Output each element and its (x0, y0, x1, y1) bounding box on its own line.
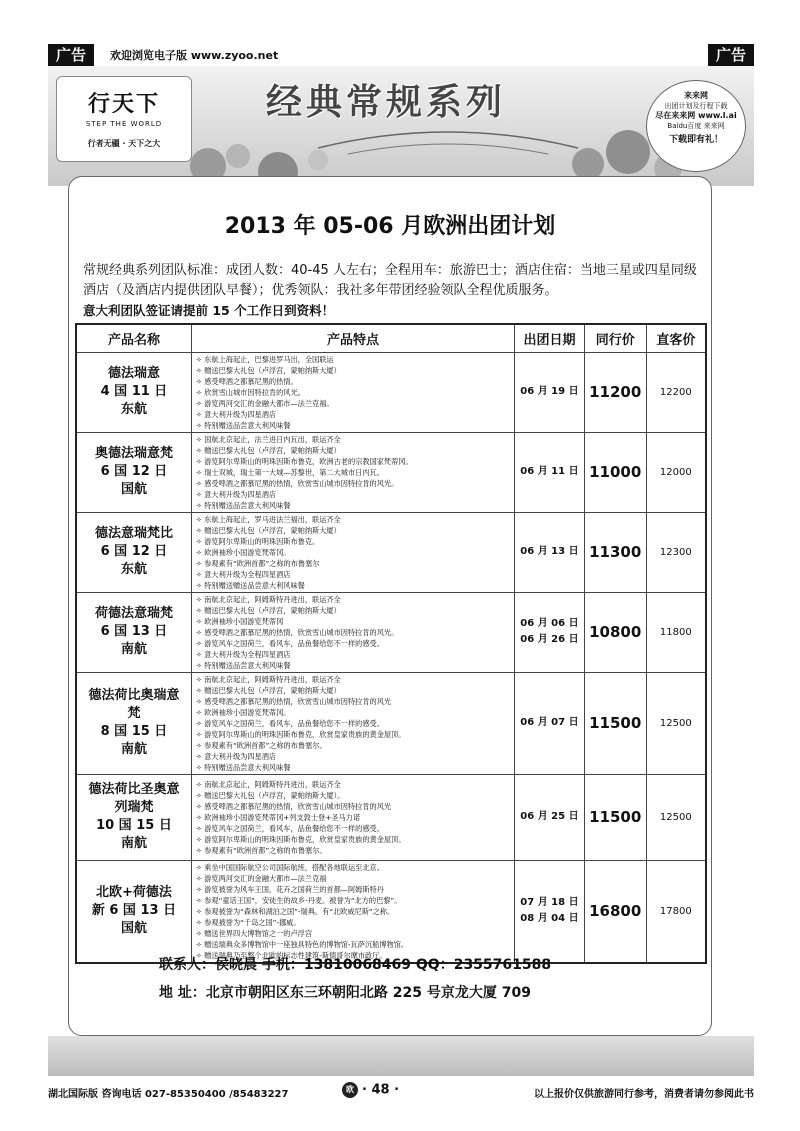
product-features (191, 774, 514, 860)
product-name-line: 德法荷比圣奥意 (88, 782, 180, 797)
product-name-line: 东航 (120, 402, 147, 417)
feature-item (196, 580, 510, 591)
feature-text: 参观“童话王国”，安徒生的故乡-丹麦。被誉为“北方的巴黎”。 (204, 895, 402, 905)
feature-text: 参观被誉为“千岛之国”-挪威。 (204, 917, 301, 927)
sparkle-bullet-icon: ✧ (195, 547, 205, 557)
peer-price: 16800 (584, 860, 646, 963)
feature-item (196, 547, 510, 558)
series-title: 经典常规系列 (266, 81, 507, 123)
feature-item (196, 627, 510, 638)
departure-date: 06 月 25 日 (520, 811, 579, 822)
product-name-line: 南航 (120, 742, 147, 757)
plan-intro: 常规经典系列团队标准：成团人数：40-45 人左右；全程用车：旅游巴士；酒店住宿：当地三星或四星同级酒店（及酒店内提供团队早餐）；优秀领队：我社多年带团经验领队全程优质服务。 (83, 263, 697, 298)
feature-text: 意大利升级为四星酒店 (204, 751, 277, 761)
sparkle-bullet-icon: ✧ (195, 873, 205, 883)
sparkle-bullet-icon: ✧ (195, 884, 205, 894)
sparkle-bullet-icon: ✧ (195, 376, 205, 386)
product-name-line: 国航 (120, 921, 147, 936)
peer-price: 11000 (584, 432, 646, 512)
product-name-line: 4 国 11 日 (100, 384, 168, 399)
direct-price: 12500 (646, 774, 706, 860)
sparkle-bullet-icon: ✧ (195, 536, 205, 546)
contact-block (159, 951, 551, 1007)
departure-date: 07 月 18 日 (520, 897, 579, 908)
sparkle-bullet-icon: ✧ (195, 627, 205, 637)
feature-item (196, 376, 510, 387)
product-name (76, 860, 191, 963)
departure-date: 06 月 19 日 (520, 386, 579, 397)
feature-item (196, 387, 510, 398)
sparkle-bullet-icon: ✧ (195, 616, 205, 626)
sparkle-bullet-icon: ✧ (195, 500, 205, 510)
footer-disclaimer: 以上报价仅供旅游同行参考，消费者请勿参阅此书 (534, 1089, 754, 1100)
visa-note: 意大利团队签证请提前 15 个工作日到资料！ (83, 303, 335, 318)
product-name-line: 新 6 国 13 日 (91, 903, 177, 918)
feature-item (196, 873, 510, 884)
feature-text: 东航上海起止，罗马进法兰福出，联运齐全 (204, 514, 341, 524)
feature-text: 游览两河交汇的金融大都市—法兰克福 (204, 873, 327, 883)
bottom-scenery (48, 1036, 754, 1076)
product-name-line: 梵 (127, 706, 141, 721)
page-number (342, 1082, 399, 1098)
direct-price: 17800 (646, 860, 706, 963)
peer-price: 11500 (584, 774, 646, 860)
product-name-line: 德法意瑞梵比 (94, 526, 173, 541)
footer-hotline: 湖北国际版 咨询电话 027-85350400 /85483227 (48, 1089, 289, 1100)
logo-sub-text: STEP THE WORLD (85, 120, 163, 128)
feature-item (196, 917, 510, 928)
departure-date: 06 月 13 日 (520, 546, 579, 557)
feature-text: 乘坐中国国际航空公司国际航班，搭配各地联运至北京。 (204, 862, 384, 872)
feature-item (196, 696, 510, 707)
product-features (191, 672, 514, 774)
bubble-line5: 下载即有礼！ (668, 135, 723, 145)
header-features: 产品特点 (191, 324, 514, 352)
feature-item (196, 638, 510, 649)
feature-item (196, 605, 510, 616)
sparkle-bullet-icon: ✧ (195, 812, 205, 822)
feature-item (196, 489, 510, 500)
direct-price: 11800 (646, 592, 706, 672)
plan-panel (68, 176, 712, 1036)
feature-text: 感受啤酒之都慕尼黑的热情，欣赏雪山城市因特拉肯的风光。 (204, 627, 399, 637)
feature-item (196, 812, 510, 823)
feature-text: 感受啤酒之都慕尼黑的热情，欣赏雪山城市因特拉肯的风光 (204, 696, 392, 706)
product-name (76, 672, 191, 774)
product-name-line: 荷德法意瑞梵 (94, 606, 173, 621)
feature-text: 参观被誉为“森林和湖泊之国”-瑞典。有“北欧威尼斯”之称。 (204, 906, 395, 916)
logo-main-text: 行天下 (87, 91, 160, 117)
header-direct-price: 直客价 (646, 324, 706, 352)
sparkle-bullet-icon: ✧ (195, 917, 205, 927)
feature-item (196, 420, 510, 431)
feature-item (196, 884, 510, 895)
sparkle-bullet-icon: ✧ (195, 906, 205, 916)
product-name-line: 德法瑞意 (107, 366, 160, 381)
feature-text: 特别赠送品尝意大利风味餐 (204, 762, 291, 772)
direct-price: 12300 (646, 512, 706, 592)
sparkle-bullet-icon: ✧ (195, 445, 205, 455)
sparkle-bullet-icon: ✧ (195, 834, 205, 844)
feature-text: 游览风车之国荷兰，看风车，品鱼餐给您不一样的感受。 (204, 638, 384, 648)
sparkle-bullet-icon: ✧ (195, 434, 205, 444)
product-features (191, 352, 514, 432)
feature-item (196, 660, 510, 671)
feature-text: 意大利升级为全程四星酒店 (204, 649, 291, 659)
product-name (76, 774, 191, 860)
feature-text: 游览风车之国荷兰，看风车，品鱼餐给您不一样的感受。 (204, 718, 384, 728)
feature-text: 欣赏雪山城市因特拉肯的风光。 (204, 387, 305, 397)
product-name-line: 德法荷比奥瑞意 (88, 688, 180, 703)
contact-address: 地 址：北京市朝阳区东三环朝阳北路 225 号京龙大厦 709 (159, 985, 531, 1001)
feature-text: 赠送巴黎大礼包（卢浮宫，蒙帕纳斯大厦） (204, 365, 341, 375)
departure-date: 06 月 06 日 (520, 618, 579, 629)
sparkle-bullet-icon: ✧ (195, 514, 205, 524)
sparkle-bullet-icon: ✧ (195, 928, 205, 938)
sparkle-bullet-icon: ✧ (195, 580, 205, 590)
feature-item (196, 895, 510, 906)
feature-item (196, 707, 510, 718)
sparkle-bullet-icon: ✧ (195, 354, 205, 364)
plan-title: 2013 年 05-06 月欧洲出团计划 (224, 214, 556, 239)
feature-text: 游览阿尔卑斯山的明珠因斯布鲁克，欣赏皇家贵族的黄金屋顶。 (204, 729, 406, 739)
header-peer-price: 同行价 (584, 324, 646, 352)
product-name-line: 8 国 15 日 (100, 724, 168, 739)
brand-logo (56, 76, 192, 162)
feature-text: 游览阿尔卑斯山的明珠因斯布鲁克，欣赏皇家贵族的黄金屋顶。 (204, 834, 406, 844)
sparkle-bullet-icon: ✧ (195, 707, 205, 717)
sparkle-bullet-icon: ✧ (195, 790, 205, 800)
sparkle-bullet-icon: ✧ (195, 467, 205, 477)
feature-item (196, 790, 510, 801)
product-name (76, 512, 191, 592)
feature-text: 赠送巴黎大礼包（卢浮宫，蒙帕纳斯大厦） (204, 685, 341, 695)
feature-text: 赠送巴黎大礼包（卢浮宫，蒙帕纳斯大厦） (204, 605, 341, 615)
feature-item (196, 445, 510, 456)
product-features (191, 592, 514, 672)
feature-item (196, 906, 510, 917)
sparkle-bullet-icon: ✧ (195, 409, 205, 419)
table-row (76, 512, 706, 592)
bubble-line2: 出团计划及行程下载 (664, 102, 728, 110)
product-name-line: 南航 (120, 642, 147, 657)
feature-item (196, 928, 510, 939)
feature-text: 感受啤酒之都慕尼黑的热情。 (204, 376, 298, 386)
sparkle-bullet-icon: ✧ (195, 740, 205, 750)
website-bubble[interactable] (646, 80, 746, 172)
feature-item (196, 500, 510, 511)
departure-dates (515, 592, 585, 672)
contact-person: 联系人：侯晓晨 手机：13810068469 QQ：2355761588 (159, 957, 552, 973)
europe-badge-icon: 欧 (342, 1082, 358, 1098)
feature-text: 瑞士双城，瑞士第一大城—苏黎世，第二大城市日内瓦。 (204, 467, 384, 477)
feature-item (196, 434, 510, 445)
feature-text: 感受啤酒之都慕尼黑的热情，欣赏雪山城市因特拉肯的风光。 (204, 478, 399, 488)
feature-item (196, 456, 510, 467)
welcome-text[interactable]: 欢迎浏览电子版 www.zyoo.net (110, 49, 279, 62)
feature-text: 赠送瑞典乃至整个北欧的标志性建筑-斯德哥尔摩市政厅。 (204, 950, 387, 960)
feature-item (196, 467, 510, 478)
page-number-text: · 48 · (362, 1082, 400, 1098)
feature-text: 意大利升级为全程四星酒店 (204, 569, 291, 579)
feature-text: 赠送世界四大博物馆之一的卢浮宫 (204, 928, 313, 938)
feature-text: 欧洲袖珍小国游览梵蒂冈+列支敦士登+圣马力诺 (204, 812, 361, 822)
feature-text: 意大利升级为四星酒店 (204, 409, 277, 419)
sparkle-bullet-icon: ✧ (195, 478, 205, 488)
sparkle-bullet-icon: ✧ (195, 862, 205, 872)
product-name-line: 6 国 13 日 (100, 624, 168, 639)
feature-item (196, 569, 510, 580)
feature-item (196, 762, 510, 773)
feature-item (196, 740, 510, 751)
feature-text: 游览阿尔卑斯山的明珠因斯布鲁克。 (204, 536, 320, 546)
departure-date: 06 月 07 日 (520, 717, 579, 728)
feature-text: 游览阿尔卑斯山的明珠因斯布鲁克，欧洲古老的宗教国家梵蒂冈。 (204, 456, 413, 466)
peer-price: 11500 (584, 672, 646, 774)
product-features (191, 432, 514, 512)
feature-text: 欧洲袖珍小国游览梵蒂冈。 (204, 707, 291, 717)
sparkle-bullet-icon: ✧ (195, 558, 205, 568)
sparkle-bullet-icon: ✧ (195, 605, 205, 615)
departure-dates (515, 860, 585, 963)
bubble-line3: 尽在来来网 www.l.ai (655, 111, 737, 120)
feature-item (196, 834, 510, 845)
feature-item (196, 594, 510, 605)
feature-text: 南航北京起止，阿姆斯特丹进出，联运齐全 (204, 594, 341, 604)
feature-item (196, 685, 510, 696)
feature-text: 特别赠送品尝意大利风味餐 (204, 660, 291, 670)
feature-item (196, 845, 510, 856)
feature-text: 意大利升级为四星酒店 (204, 489, 277, 499)
product-name-line: 南航 (120, 836, 147, 851)
sparkle-bullet-icon: ✧ (195, 638, 205, 648)
product-name-line: 国航 (120, 482, 147, 497)
departure-dates (515, 672, 585, 774)
feature-item (196, 674, 510, 685)
product-name (76, 592, 191, 672)
sparkle-bullet-icon: ✧ (195, 674, 205, 684)
product-features (191, 512, 514, 592)
sparkle-bullet-icon: ✧ (195, 845, 205, 855)
table-row (76, 592, 706, 672)
departure-dates (515, 512, 585, 592)
feature-item (196, 779, 510, 790)
product-name-line: 10 国 15 日 (96, 818, 172, 833)
feature-text: 南航北京起止，阿姆斯特丹进出，联运齐全 (204, 674, 341, 684)
sparkle-bullet-icon: ✧ (195, 649, 205, 659)
header-departure-date: 出团日期 (515, 324, 585, 352)
departure-dates (515, 774, 585, 860)
direct-price: 12500 (646, 672, 706, 774)
sparkle-bullet-icon: ✧ (195, 762, 205, 772)
bubble-line1: 来来网 (684, 91, 708, 100)
page-footer (48, 1082, 754, 1102)
header-product-name: 产品名称 (76, 324, 191, 352)
sparkle-bullet-icon: ✧ (195, 751, 205, 761)
product-name-line: 6 国 12 日 (100, 544, 168, 559)
feature-text: 南航北京起止，阿姆斯特丹进出，联运齐全 (204, 779, 341, 789)
feature-item (196, 823, 510, 834)
feature-text: 游览被誉为风车王国，花卉之国荷兰的首都—阿姆斯特丹 (204, 884, 384, 894)
product-name (76, 352, 191, 432)
peer-price: 11200 (584, 352, 646, 432)
feature-item (196, 354, 510, 365)
feature-text: 感受啤酒之都慕尼黑的热情，欣赏雪山城市因特拉肯的风光 (204, 801, 392, 811)
product-features (191, 860, 514, 963)
sparkle-bullet-icon: ✧ (195, 801, 205, 811)
sparkle-bullet-icon: ✧ (195, 387, 205, 397)
feature-item (196, 718, 510, 729)
feature-text: 特别赠送品尝意大利风味餐 (204, 420, 291, 430)
product-name-line: 6 国 12 日 (100, 464, 168, 479)
feature-text: 赠送巴黎大礼包（卢浮宫，蒙帕纳斯大厦） (204, 525, 341, 535)
sparkle-bullet-icon: ✧ (195, 779, 205, 789)
ad-label-right: 广告 (708, 44, 754, 66)
feature-text: 赠送巴黎大礼包（卢浮宫，蒙帕纳斯大厦） (204, 445, 341, 455)
feature-text: 特别赠送品尝意大利风味餐 (204, 500, 291, 510)
feature-text: 赠送瑞典众多博物馆中一座独具特色的博物馆-瓦萨沉船博物馆。 (204, 939, 409, 949)
sparkle-bullet-icon: ✧ (195, 594, 205, 604)
table-header-row (76, 324, 706, 352)
product-name-line: 东航 (120, 562, 147, 577)
feature-text: 国航北京起止，法兰进日内瓦出，联运齐全 (204, 434, 341, 444)
bubble-line4: Baidu百度 来来网 (667, 122, 725, 130)
sparkle-bullet-icon: ✧ (195, 489, 205, 499)
feature-item (196, 649, 510, 660)
sparkle-bullet-icon: ✧ (195, 525, 205, 535)
ad-label-left: 广告 (48, 44, 94, 66)
departure-dates (515, 432, 585, 512)
feature-item (196, 751, 510, 762)
sparkle-bullet-icon: ✧ (195, 420, 205, 430)
series-banner (48, 66, 754, 186)
product-name (76, 432, 191, 512)
feature-item (196, 409, 510, 420)
feature-item (196, 398, 510, 409)
feature-text: 特别赠送赠送品尝意大利风味餐 (204, 580, 305, 590)
sparkle-bullet-icon: ✧ (195, 456, 205, 466)
sparkle-bullet-icon: ✧ (195, 660, 205, 670)
feature-text: 欧洲袖珍小国游览梵蒂冈。 (204, 547, 291, 557)
feature-item (196, 729, 510, 740)
sparkle-bullet-icon: ✧ (195, 823, 205, 833)
feature-text: 赠送巴黎大礼包（卢浮宫，蒙帕纳斯大厦）。 (204, 790, 345, 800)
sparkle-bullet-icon: ✧ (195, 950, 205, 960)
feature-item (196, 525, 510, 536)
feature-text: 参观素有“欧洲首都”之称的布鲁塞尔 (204, 558, 320, 568)
departure-date: 06 月 11 日 (520, 466, 579, 477)
feature-item (196, 616, 510, 627)
peer-price: 11300 (584, 512, 646, 592)
feature-item (196, 558, 510, 569)
feature-text: 游览风车之国荷兰，看风车，品鱼餐给您不一样的感受。 (204, 823, 384, 833)
logo-slogan: 行者无疆 · 天下之大 (87, 139, 161, 148)
table-row (76, 774, 706, 860)
feature-item (196, 801, 510, 812)
feature-text: 东航上海起止，巴黎进罗马出，全国联运 (204, 354, 334, 364)
sparkle-bullet-icon: ✧ (195, 569, 205, 579)
peer-price: 10800 (584, 592, 646, 672)
feature-item (196, 939, 510, 950)
feature-text: 欧洲袖珍小国游览梵蒂冈 (204, 616, 284, 626)
departure-date: 08 月 04 日 (520, 913, 579, 924)
table-row (76, 432, 706, 512)
table-row (76, 672, 706, 774)
sparkle-bullet-icon: ✧ (195, 895, 205, 905)
top-bar (48, 44, 754, 66)
table-row (76, 860, 706, 963)
sparkle-bullet-icon: ✧ (195, 696, 205, 706)
product-name-line: 北欧+荷德法 (96, 885, 172, 900)
feature-item (196, 536, 510, 547)
sparkle-bullet-icon: ✧ (195, 685, 205, 695)
sparkle-bullet-icon: ✧ (195, 729, 205, 739)
feature-item (196, 862, 510, 873)
feature-item (196, 365, 510, 376)
table-row (76, 352, 706, 432)
sparkle-bullet-icon: ✧ (195, 398, 205, 408)
sparkle-bullet-icon: ✧ (195, 718, 205, 728)
departure-date: 06 月 26 日 (520, 634, 579, 645)
product-name-line: 列瑞梵 (114, 800, 154, 815)
direct-price: 12200 (646, 352, 706, 432)
product-name-line: 奥德法瑞意梵 (94, 446, 173, 461)
departure-dates (515, 352, 585, 432)
direct-price: 12000 (646, 432, 706, 512)
sparkle-bullet-icon: ✧ (195, 365, 205, 375)
feature-item (196, 478, 510, 489)
feature-item (196, 514, 510, 525)
feature-text: 游览两河交汇的金融大都市—法兰克福。 (204, 398, 334, 408)
feature-text: 参观素有“欧洲首都”之称的布鲁塞尔。 (204, 845, 327, 855)
sparkle-bullet-icon: ✧ (195, 939, 205, 949)
feature-text: 参观素有“欧洲首都”之称的布鲁塞尔。 (204, 740, 327, 750)
itinerary-table (75, 323, 707, 964)
